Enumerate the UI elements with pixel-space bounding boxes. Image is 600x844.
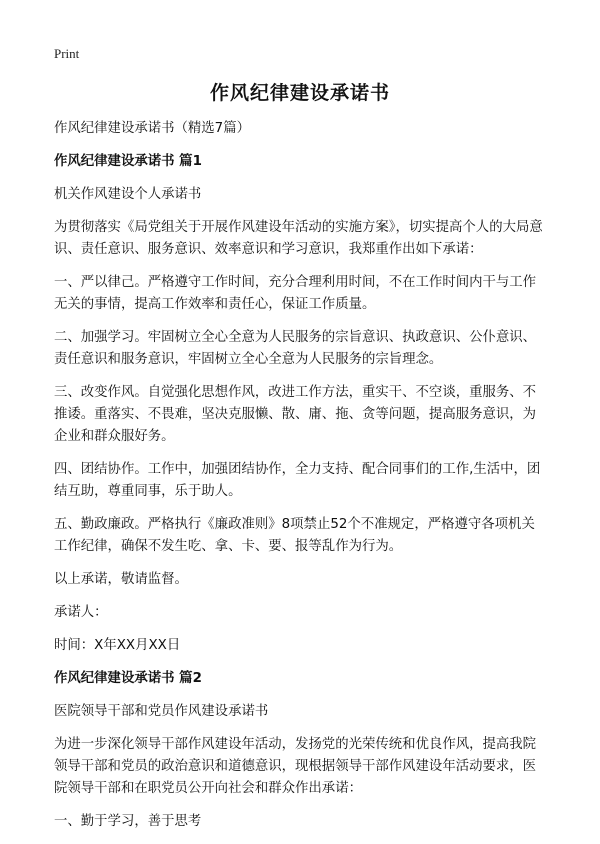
section-1-closing: 以上承诺，敬请监督。 bbox=[54, 572, 188, 587]
section-2-intro: 医院领导干部和党员作风建设承诺书 bbox=[54, 704, 269, 719]
print-link[interactable]: Print bbox=[54, 46, 80, 61]
section-1-date: 时间：X年XX月XX日 bbox=[54, 638, 181, 653]
section-1-paragraph: 五、勤政廉政。严格执行《廉政准则》8项禁止52个不准规定，严格遵守各项机关工作纪律，确保不发生吃、拿、卡、要、报等乱作为行为。 bbox=[54, 517, 535, 554]
section-1-paragraph: 为贯彻落实《局党组关于开展作风建设年活动的实施方案》，切实提高个人的大局意识、责任意识、服务意识、效率意识和学习意识，我郑重作出如下承诺： bbox=[54, 220, 543, 257]
section-1-paragraph: 四、团结协作。工作中，加强团结协作，全力支持、配合同事们的工作,生活中，团结互助，尊重同事，乐于助人。 bbox=[54, 462, 541, 499]
section-1-paragraph: 三、改变作风。自觉强化思想作风，改进工作方法，重实干、不空谈，重服务、不推诿。重落实、不畏难，坚决克服懒、散、庸、拖、贪等问题，提高服务意识，为企业和群众服好务。 bbox=[54, 385, 537, 444]
section-1-heading: 作风纪律建设承诺书 篇1 bbox=[54, 154, 202, 169]
section-1-intro: 机关作风建设个人承诺书 bbox=[54, 187, 202, 202]
section-2-paragraph: 一、勤于学习，善于思考 bbox=[54, 814, 202, 829]
section-1-signer: 承诺人： bbox=[54, 605, 108, 620]
section-2-heading: 作风纪律建设承诺书 篇2 bbox=[54, 671, 202, 686]
document-body bbox=[54, 118, 546, 844]
section-2-paragraph: 为进一步深化领导干部作风建设年活动，发扬党的光荣传统和优良作风，提高我院领导干部和党员的政治意识和道德意识，现根据领导干部作风建设年活动要求，医院领导干部和在职党员公开向社会和群众作出承诺： bbox=[54, 737, 537, 796]
section-1-paragraph: 一、严以律己。严格遵守工作时间，充分合理利用时间，不在工作时间内干与工作无关的事情，提高工作效率和责任心，保证工作质量。 bbox=[54, 275, 537, 312]
section-1-paragraph: 二、加强学习。牢固树立全心全意为人民服务的宗旨意识、执政意识、公仆意识、责任意识和服务意识，牢固树立全心全意为人民服务的宗旨理念。 bbox=[54, 330, 537, 367]
document-subtitle: 作风纪律建设承诺书（精选7篇） bbox=[54, 121, 250, 136]
document-title: 作风纪律建设承诺书 bbox=[209, 82, 390, 104]
